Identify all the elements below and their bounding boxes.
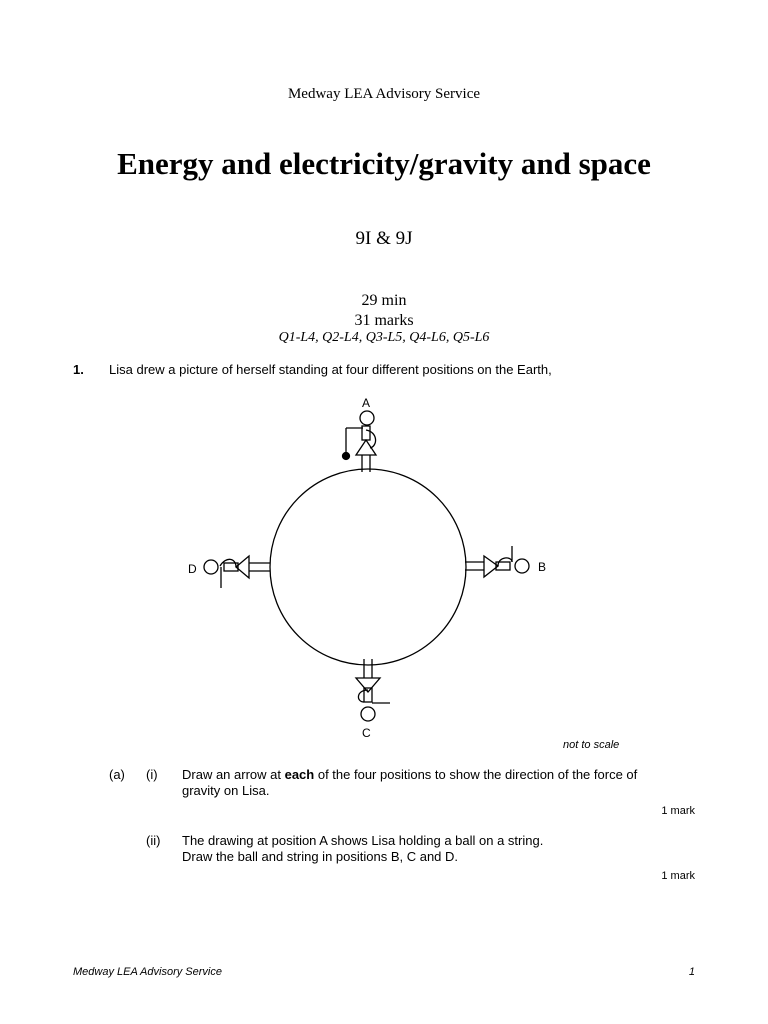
label-b: B	[538, 560, 547, 574]
footer-text: Medway LEA Advisory Service	[73, 966, 222, 978]
part-a-label: (a)	[109, 767, 125, 782]
page-header: Medway LEA Advisory Service	[287, 86, 481, 102]
part-a-i-text-start: Draw an arrow at	[182, 767, 285, 782]
part-a-i-emphasis: each	[284, 767, 315, 782]
page-title: Energy and electricity/gravity and space	[117, 146, 651, 181]
not-to-scale-note: not to scale	[563, 739, 620, 751]
part-a-ii-line2: Draw the ball and string in positions B, C and D.	[182, 849, 459, 864]
question-number: 1.	[73, 362, 84, 377]
part-a-ii-text	[182, 833, 652, 865]
unit-codes: 9I & 9J	[355, 228, 413, 249]
figure-b	[465, 546, 529, 577]
mark-allocation: 1 mark	[661, 805, 695, 817]
mark-allocation: 1 mark	[661, 870, 695, 882]
label-a: A	[362, 396, 371, 410]
figure-c	[356, 659, 390, 721]
page-number: 1	[688, 966, 695, 978]
label-d: D	[188, 562, 197, 576]
part-a-i-text	[182, 767, 652, 799]
total-marks: 31 marks	[354, 312, 414, 329]
earth-circle	[270, 469, 466, 665]
question-levels: Q1-L4, Q2-L4, Q3-L5, Q4-L6, Q5-L6	[278, 330, 490, 345]
time-allowed: 29 min	[361, 292, 407, 309]
figure-d	[204, 556, 270, 588]
label-c: C	[362, 726, 371, 740]
ball-on-string	[343, 453, 350, 460]
question-text: Lisa drew a picture of herself standing at four different positions on the Earth,	[109, 362, 552, 377]
part-a-i-label: (i)	[146, 767, 158, 782]
part-a-ii-line1: The drawing at position A shows Lisa holding a ball on a string.	[182, 833, 544, 848]
earth-diagram	[0, 390, 768, 750]
figure-a	[343, 411, 377, 472]
part-a-i-text-end: of the four positions to show the direction of the force of gravity on Lisa.	[182, 767, 638, 798]
part-a-ii-label: (ii)	[146, 833, 161, 848]
